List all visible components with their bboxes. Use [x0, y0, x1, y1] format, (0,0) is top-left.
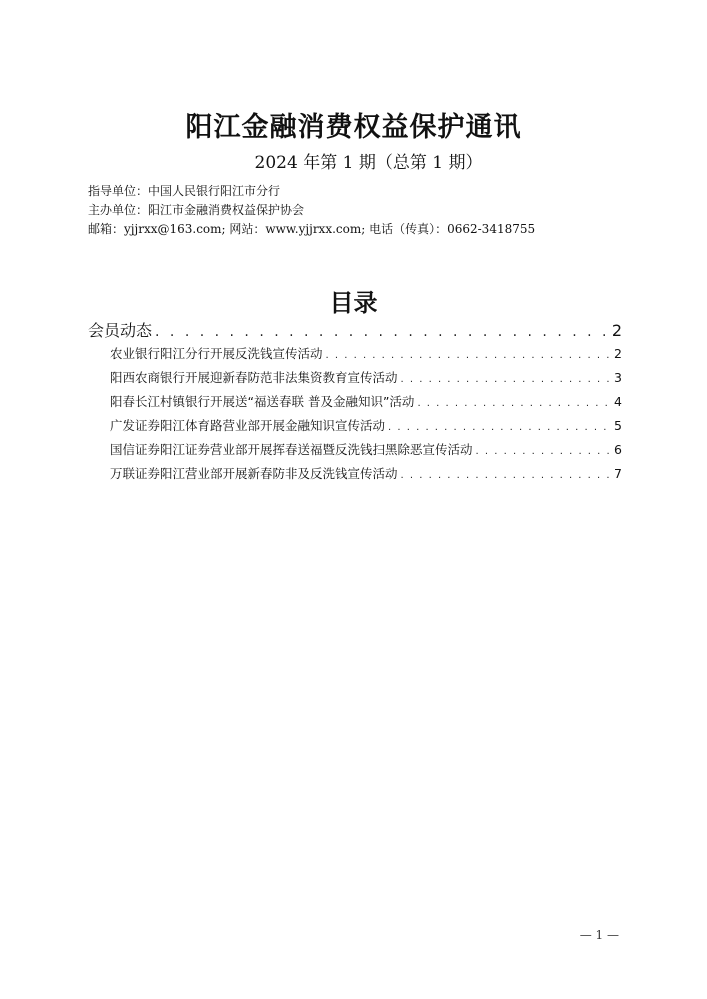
toc-entry-page: 3 [614, 370, 622, 385]
toc-entry-page: 5 [614, 418, 622, 433]
toc-entry-label: 万联证券阳江营业部开展新春防非及反洗钱宣传活动 [110, 466, 398, 481]
toc-section-page: 2 [611, 321, 622, 340]
issue-number: 2024 年第 1 期（总第 1 期） [254, 153, 483, 173]
toc-entry-label: 广发证券阳江体育路营业部开展金融知识宣传活动 [110, 418, 386, 433]
toc-leader-dots [155, 324, 609, 340]
toc-leader-dots [476, 446, 612, 457]
contact-info: 邮箱：yjjrxx@163.com; 网站：www.yjjrxx.com; 电话（传真）：0662-3418755 [88, 222, 536, 236]
toc-entry-page: 6 [614, 442, 622, 457]
toc-entry-label: 阳春长江村镇银行开展送“福送春联 普及金融知识”活动 [110, 394, 415, 409]
toc-heading: 目录 [329, 289, 378, 317]
toc-entry[interactable] [110, 464, 622, 482]
toc-entry[interactable] [110, 368, 622, 386]
toc-leader-dots [401, 374, 612, 385]
toc-entry[interactable] [110, 416, 622, 434]
toc-entry-label: 国信证券阳江证券营业部开展挥春送福暨反洗钱扫黑除恶宣传活动 [110, 442, 473, 457]
guiding-unit: 指导单位：中国人民银行阳江市分行 [88, 184, 281, 198]
toc-leader-dots [326, 350, 612, 361]
page-number: — 1 — [579, 928, 619, 942]
toc-entry-page: 2 [614, 346, 622, 361]
toc-entry-page: 4 [614, 394, 622, 409]
toc-section-member-news[interactable] [88, 318, 622, 341]
host-unit: 主办单位：阳江市金融消费权益保护协会 [88, 203, 305, 217]
toc-entry[interactable] [110, 392, 622, 410]
toc-section-label: 会员动态 [88, 321, 153, 340]
toc-leader-dots [388, 422, 611, 433]
toc-entry[interactable] [110, 344, 622, 362]
toc-leader-dots [401, 470, 612, 481]
toc-entry-label: 农业银行阳江分行开展反洗钱宣传活动 [110, 346, 323, 361]
toc-leader-dots [417, 398, 611, 409]
newsletter-title: 阳江金融消费权益保护通讯 [185, 112, 522, 143]
toc-entry-page: 7 [614, 466, 622, 481]
toc-entry[interactable] [110, 440, 622, 458]
toc-entry-label: 阳西农商银行开展迎新春防范非法集资教育宣传活动 [110, 370, 398, 385]
